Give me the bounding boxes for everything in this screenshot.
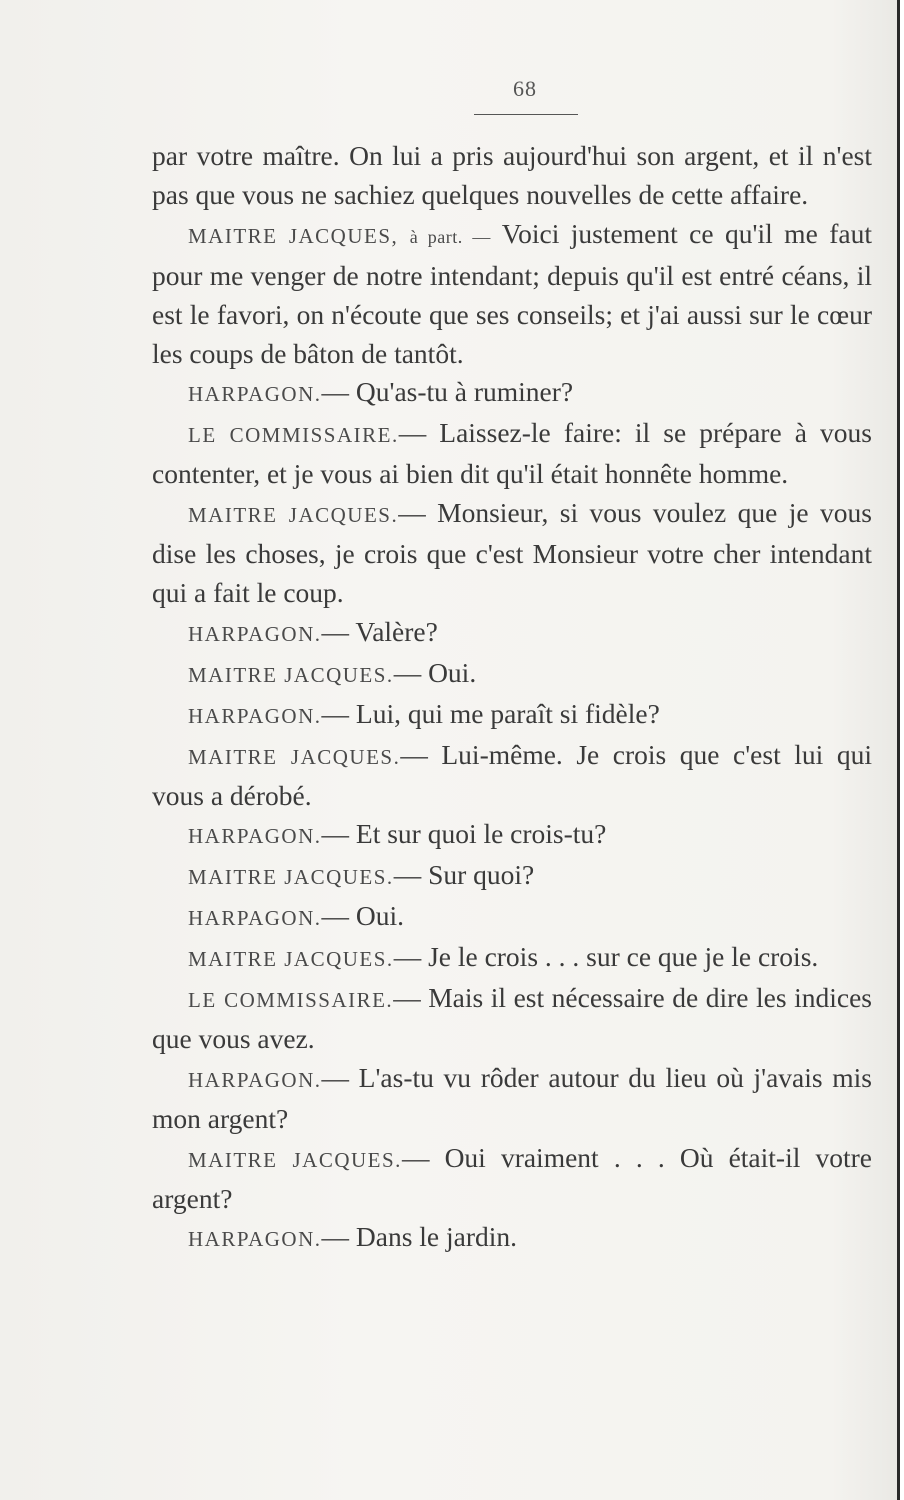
paragraph-text: — Oui vraiment . . . Où était-il votre argent? — [152, 1141, 872, 1214]
paragraph — [152, 938, 872, 979]
paragraph — [152, 373, 872, 414]
paragraph — [152, 1139, 872, 1219]
paragraph — [152, 494, 872, 613]
body-text — [152, 137, 872, 1259]
speaker-name: HARPAGON. — [188, 1227, 322, 1252]
stage-direction: à part. — — [409, 226, 491, 247]
paragraph-text: — Lui-même. Je crois que c'est lui qui vous a dérobé. — [152, 738, 872, 811]
speaker-name: HARPAGON. — [188, 382, 322, 407]
speaker-name: HARPAGON. — [188, 824, 322, 849]
paragraph — [152, 979, 872, 1059]
speaker-name: LE COMMISSAIRE. — [188, 988, 394, 1013]
speaker-name: MAITRE JACQUES. — [188, 503, 399, 528]
paragraph — [152, 1218, 872, 1259]
paragraph — [152, 137, 872, 215]
paragraph — [152, 736, 872, 816]
paragraph-text: — Sur quoi? — [393, 859, 535, 891]
speaker-name: MAITRE JACQUES. — [188, 744, 401, 769]
speaker-name: MAITRE JACQUES, — [188, 223, 399, 248]
paragraph-text: — L'as-tu vu rôder autour du lieu où j'avais mis mon argent? — [152, 1061, 872, 1134]
page-edge-shadow — [897, 0, 900, 1500]
paragraph-text: — Oui. — [393, 656, 477, 688]
paragraph — [152, 414, 872, 494]
speaker-name: MAITRE JACQUES. — [188, 662, 394, 687]
paragraph-text: — Monsieur, si vous voulez que je vous dise les choses, je crois que c'est Monsieur votre cher intendant qui a fait le coup. — [152, 497, 872, 608]
page-number-rule — [474, 114, 578, 115]
page-edge-white — [900, 0, 904, 1500]
speaker-name: MAITRE JACQUES. — [188, 947, 394, 972]
paragraph — [152, 654, 872, 695]
paragraph-text: — Laissez-le faire: il se prépare à vous contenter, et je vous ai bien dit qu'il était honnête homme. — [152, 417, 872, 490]
paragraph-text: — Mais il est nécessaire de dire les indices que vous avez. — [152, 982, 872, 1054]
speaker-name: MAITRE JACQUES. — [188, 865, 394, 890]
paragraph-text: — Et sur quoi le crois-tu? — [321, 818, 607, 850]
speaker-name: HARPAGON. — [188, 906, 322, 931]
speaker-name: LE COMMISSAIRE. — [188, 423, 399, 448]
paragraph — [152, 695, 872, 736]
paragraph-text: — Lui, qui me paraît si fidèle? — [321, 697, 660, 729]
paragraph-text: — Je le crois . . . sur ce que je le crois. — [393, 941, 819, 973]
paragraph-text: — Qu'as-tu à ruminer? — [321, 376, 574, 408]
paragraph-text: — Dans le jardin. — [321, 1221, 518, 1253]
paragraph-text: — Oui. — [321, 900, 405, 932]
paragraph-text: par votre maître. On lui a pris aujourd'hui son argent, et il n'est pas que vous ne sachiez quelques nouvelles de cette affaire. — [152, 140, 872, 210]
paragraph-text: — Valère? — [321, 615, 438, 647]
speaker-name: MAITRE JACQUES. — [188, 1147, 402, 1172]
page-number: 68 — [513, 76, 537, 101]
paragraph — [152, 215, 872, 374]
paragraph — [152, 815, 872, 856]
paragraph — [152, 613, 872, 654]
paragraph — [152, 897, 872, 938]
speaker-name: HARPAGON. — [188, 703, 322, 728]
paragraph — [152, 856, 872, 897]
paragraph-text: Voici justement ce qu'il me faut pour me venger de notre intendant; depuis qu'il est entré céans, il est le favori, on n'écoute que ses conseils; et j'ai aussi sur le cœur les coups de bâton de tantôt. — [152, 217, 872, 369]
speaker-name: HARPAGON. — [188, 1067, 322, 1092]
speaker-name: HARPAGON. — [188, 621, 322, 646]
paragraph — [152, 1059, 872, 1139]
